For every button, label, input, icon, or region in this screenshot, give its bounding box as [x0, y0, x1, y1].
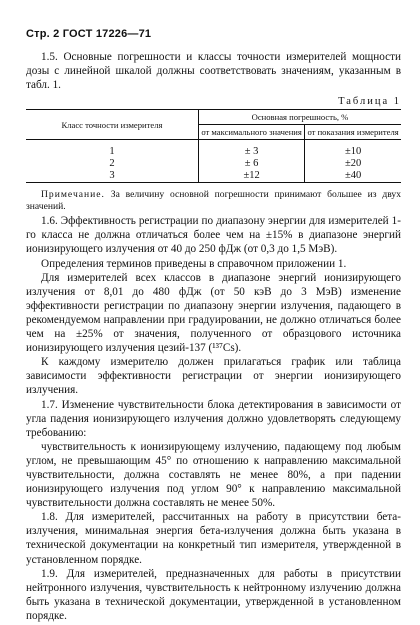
header-error-group: Основная погрешность, %: [199, 110, 402, 125]
paragraph-1-6: 1.6. Эффективность регистрации по диапазону энергии для измерителей 1-го класса не должна отличаться более чем на ±15% в диапазоне энергий ионизирующего излучения от 40 до 250 фДж (от 0,3 до 1,5 МэВ).: [26, 215, 401, 256]
note-label: Примечание.: [41, 189, 105, 201]
table-row: 2 ± 6 ±20: [26, 158, 401, 170]
accuracy-table: [26, 109, 401, 183]
paragraph-1-5: 1.5. Основные погрешности и классы точности измерителей мощности дозы с линейной шкалой должны соответствовать значениям, указанным в табл. 1.: [26, 51, 401, 92]
note-text: За величину основной погрешности принимают большее из двух значений.: [26, 189, 401, 212]
table-row: 3 ±12 ±40: [26, 170, 401, 183]
table-note: [26, 189, 401, 212]
header-class: Класс точности измерителя: [26, 110, 199, 140]
paragraph-sensitivity: чувствительность к ионизирующему излучению, падающему под любым углом, не превышающим 45° по отношению к направлению максимальной чувствительности, должна составлять не менее 80%, а при падении ионизирующего излучения под углом 90° к направлению максимальной чувствительности должна составлять не менее 50%.: [26, 440, 401, 510]
paragraph-graph: К каждому измерителю должен прилагаться график или таблица зависимости эффективности регистрации от энергии ионизирующего излучения.: [26, 356, 401, 397]
table-row: 1 ± 3 ±10: [26, 146, 401, 158]
header-max-value: от максимального значения: [199, 125, 305, 140]
header-reading: от показания измерителя: [305, 125, 401, 140]
page-header: Стр. 2 ГОСТ 17226—71: [26, 28, 152, 40]
paragraph-1-8: 1.8. Для измерителей, рассчитанных на работу в присутствии бета-излучения, минимальная энергия бета-излучения должна быть указана в технической документации на конкретный тип измерителя, утвержденной в установленном порядке.: [26, 511, 401, 566]
paragraph-1-9: 1.9. Для измерителей, предназначенных для работы в присутствии нейтронного излучения, чувствительность к нейтронному излучению должна быть указана в технической документации, утвержденной в установленном порядке.: [26, 567, 401, 622]
paragraph-terms: Определения терминов приведены в справочном приложении 1.: [41, 257, 347, 270]
paragraph-1-7: 1.7. Изменение чувствительности блока детектирования в зависимости от угла падения ионизирующего излучения должно удовлетворять следующему требованию:: [26, 398, 401, 439]
paragraph-all-classes: Для измерителей всех классов в диапазоне энергий ионизирующего излучения от 8,01 до 480 фДж (от 50 кэВ до 3 МэВ) изменение эффективности регистрации по диапазону энергии излучения, падающего в рекомендуемом направлении при градуировании, не должно отличаться более чем на ±25% от значения, полученного от образцового источника ионизирующего излучения цезий-137 (¹³⁷Cs).: [26, 271, 401, 355]
table-caption: Таблица 1: [338, 96, 401, 108]
